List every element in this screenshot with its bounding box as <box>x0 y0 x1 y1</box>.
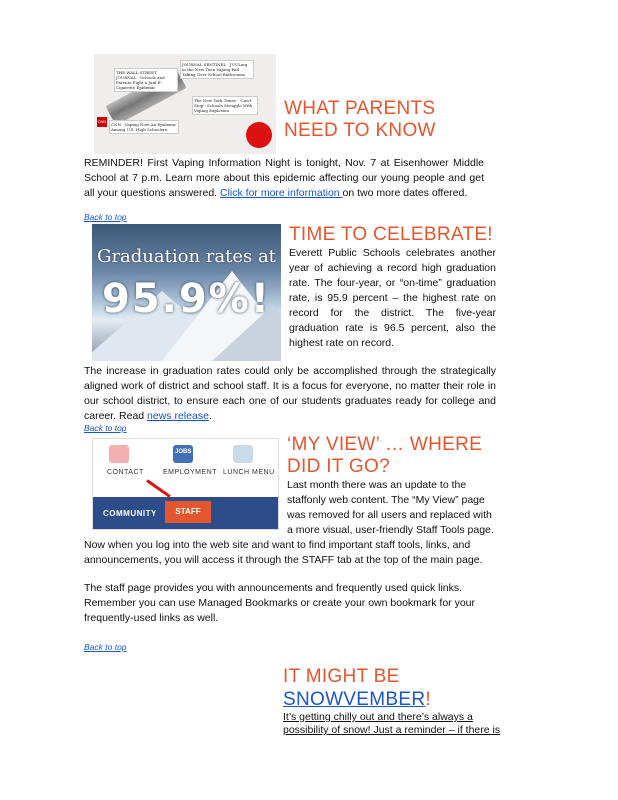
section-body: Everett Public Schools celebrates another year of achieving a record high graduation rate. The four-year, or “on-time” graduation rate, is 95.9 percent – the highest rate on record for the district. The five-year graduation rate is 96.5 percent, also the highest rate on record. <box>289 247 496 349</box>
section-snowvember <box>283 665 503 737</box>
staff-tab: STAFF <box>165 501 211 523</box>
section-heading <box>283 665 503 711</box>
headline-clipping: THE WALL STREET JOURNAL · Schools and Parents Fight a Juul E-Cigarette Epidemic <box>114 68 178 92</box>
section-body <box>84 156 484 201</box>
vaping-news-collage-image <box>94 54 276 154</box>
jobs-icon-label: JOBS <box>175 449 192 455</box>
heading-text: IT MIGHT BE <box>283 666 400 687</box>
red-arrow-icon <box>146 479 171 498</box>
section-graduation <box>84 224 496 424</box>
section-heading: WHAT PARENTS NEED TO KNOW <box>284 98 436 141</box>
section-body: It’s getting chilly out and there’s always a possibility of snow! Just a reminder – if there is <box>283 711 501 736</box>
lunch-menu-label: LUNCH MENU <box>223 469 275 476</box>
section-heading: ‘MY VIEW’ … WHERE DID IT GO? <box>287 434 483 477</box>
contact-label: CONTACT <box>107 469 144 476</box>
news-release-link[interactable]: news release <box>147 410 209 422</box>
section-body: The staff page provides you with announcements and frequently used quick links. Remember you can use Managed Bookmarks or create your own bookmark for your frequently-used links as well. <box>84 582 476 624</box>
headline-clipping: The New York Times · 'Can't Stop': Schools Struggle With Vaping Explosion <box>192 96 258 115</box>
section-heading: TIME TO CELEBRATE! <box>289 224 493 245</box>
click-for-more-info-link[interactable]: Click for more information <box>220 187 343 199</box>
back-to-top-link[interactable]: Back to top <box>84 423 127 433</box>
cnn-logo: CNN <box>97 117 107 127</box>
snowvember-link[interactable]: SNOWVEMBER <box>283 689 426 710</box>
headline-clipping: JOURNAL SENTINEL · JUULing in the New Teen Vaping Fad Taking Over School Bathrooms <box>180 60 254 79</box>
section-vaping <box>84 54 484 201</box>
section-body: Last month there was an update to the staffonly web content. The “My View” page was removed for all users and replaced with a more visual, user-friendly Staff Tools page. Now when you log into the web site and want to find important staff tools, links, and announcements, you will access it through the STAFF tab at the top of the main page. <box>84 479 494 566</box>
employment-label: EMPLOYMENT <box>163 469 218 476</box>
body-text: REMINDER! First Vaping Information Night is tonight, Nov. 7 at Eisenhower Middle School at 7 p.m. Learn more about this epidemic affecting our young people and get all your questions answered. <box>84 157 484 199</box>
body-text: on two more dates offered. <box>342 187 468 199</box>
section-my-view <box>84 434 499 626</box>
heading-text: ! <box>425 689 431 710</box>
section-body <box>84 364 496 424</box>
chef-hat-icon <box>233 445 253 463</box>
body-text: The increase in graduation rates could only be accomplished through the strategically aligned work of district and school staff. It is a focus for everyone, no matter their role in our school district, to ensure each one of our students graduates ready for college and career. Read <box>84 365 496 422</box>
body-text: . <box>208 410 212 422</box>
contact-icon <box>109 445 129 463</box>
back-to-top-link[interactable]: Back to top <box>84 212 127 222</box>
community-tab: COMMUNITY <box>103 509 157 518</box>
graduation-image-caption: Graduation rates at <box>97 246 276 267</box>
headline-clipping: CNN · Vaping Now An Epidemic Among U.S. High Schoolers <box>109 120 179 134</box>
website-nav-screenshot <box>92 438 279 530</box>
graduation-rate-image <box>92 224 281 361</box>
graduation-image-percent: 95.9%! <box>101 276 271 322</box>
back-to-top-link[interactable]: Back to top <box>84 642 127 652</box>
stamp-badge <box>246 122 272 148</box>
